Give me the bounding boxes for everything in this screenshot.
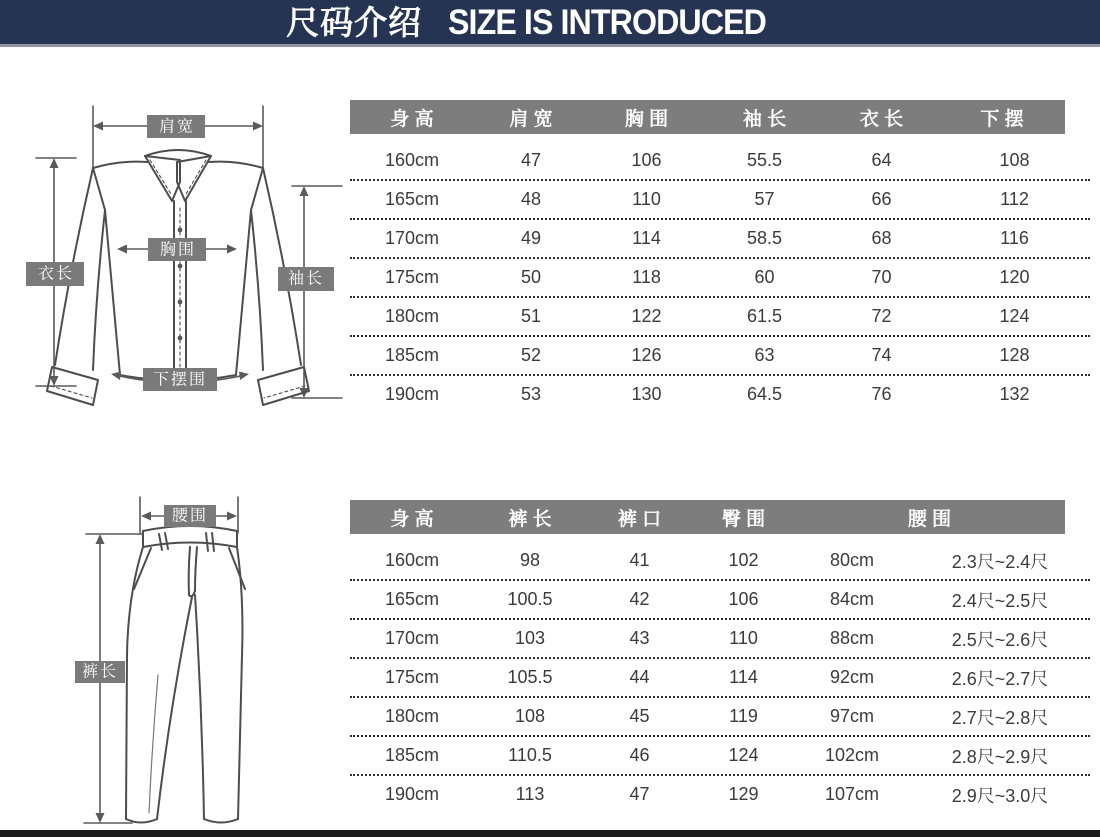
table-cell: 53 xyxy=(520,384,542,404)
table-cell: 180cm xyxy=(384,706,440,726)
table-cell: 92cm xyxy=(829,667,874,687)
table-cell: 102 xyxy=(728,550,759,570)
table-cell: 84cm xyxy=(829,589,874,609)
table-cell: 175cm xyxy=(384,267,440,287)
table-cell: 47 xyxy=(520,150,542,170)
table-cell: 2.9尺~3.0尺 xyxy=(951,785,1049,806)
table-cell: 41 xyxy=(629,550,650,570)
col-header-shoulder: 肩 宽 xyxy=(509,108,553,130)
table-cell: 175cm xyxy=(384,667,440,687)
table-cell: 48 xyxy=(520,189,542,209)
table-cell: 98 xyxy=(519,550,541,570)
table-cell: 61.5 xyxy=(746,306,783,326)
shoulder-width-label-text: 肩宽 xyxy=(158,118,196,136)
pants-measurement-diagram xyxy=(18,485,308,833)
table-cell: 110 xyxy=(729,628,758,648)
garment-length-label-text: 衣长 xyxy=(37,265,75,283)
col-header-hip: 臀 围 xyxy=(721,508,766,530)
table-cell: 129 xyxy=(728,784,759,804)
table-cell: 97cm xyxy=(829,706,874,726)
table-cell: 106 xyxy=(728,589,759,609)
col-header-hem: 下 摆 xyxy=(980,108,1024,130)
table-cell: 102cm xyxy=(824,745,880,765)
table-cell: 120 xyxy=(999,267,1030,287)
shirt-measurement-diagram xyxy=(8,68,343,420)
shirt-table-header xyxy=(350,100,1090,134)
garment-length-label xyxy=(26,262,84,286)
table-cell: 2.8尺~2.9尺 xyxy=(951,746,1049,767)
waist-label-text: 腰围 xyxy=(171,507,209,525)
table-cell: 170cm xyxy=(384,228,440,248)
table-cell: 160cm xyxy=(384,150,440,170)
table-cell: 106 xyxy=(631,150,662,170)
col-header-waist: 腰 围 xyxy=(907,508,952,530)
table-cell: 70 xyxy=(871,267,892,287)
table-cell: 58.5 xyxy=(746,228,783,248)
pants-table-header xyxy=(350,500,1090,534)
chest-label-text: 胸围 xyxy=(159,241,197,259)
col-header-leg-opening: 裤 口 xyxy=(617,508,662,530)
banner-title-zh: 尺码介绍 xyxy=(286,3,423,41)
table-cell: 119 xyxy=(729,706,758,726)
bottom-bar xyxy=(0,830,1100,837)
table-cell: 52 xyxy=(520,345,542,365)
table-cell: 2.6尺~2.7尺 xyxy=(951,668,1049,689)
col-header-sleeve: 袖 长 xyxy=(742,108,787,130)
table-cell: 64 xyxy=(871,150,892,170)
table-cell: 2.3尺~2.4尺 xyxy=(951,551,1049,572)
hem-label xyxy=(143,368,217,391)
hem-label-text: 下摆围 xyxy=(152,371,208,389)
shirt-placket xyxy=(174,201,186,378)
table-row xyxy=(350,659,1090,698)
banner-divider xyxy=(0,44,1100,47)
shirt-collar xyxy=(145,150,211,201)
sleeve-length-annotation xyxy=(292,186,342,398)
table-cell: 165cm xyxy=(384,189,440,209)
table-cell: 2.5尺~2.6尺 xyxy=(951,629,1049,650)
table-cell: 124 xyxy=(728,745,759,765)
table-cell: 63 xyxy=(754,345,775,365)
table-cell: 103 xyxy=(514,628,546,648)
col-header-height: 身 高 xyxy=(390,508,434,530)
table-cell: 107cm xyxy=(824,784,880,804)
table-cell: 122 xyxy=(631,306,662,326)
pants-table-body xyxy=(350,534,1090,813)
table-row xyxy=(350,259,1090,298)
col-header-pants-length: 裤 长 xyxy=(508,508,552,530)
table-cell: 190cm xyxy=(384,384,440,404)
table-cell: 132 xyxy=(999,384,1030,404)
table-cell: 124 xyxy=(999,306,1030,326)
table-cell: 47 xyxy=(629,784,650,804)
sleeve-length-label xyxy=(278,267,334,291)
table-cell: 160cm xyxy=(384,550,440,570)
banner-title-en: SIZE IS INTRODUCED xyxy=(448,2,767,42)
pants-outline xyxy=(126,526,245,823)
sleeve-length-label-text: 袖长 xyxy=(287,270,325,288)
table-cell: 113 xyxy=(515,784,545,804)
table-cell: 165cm xyxy=(384,589,440,609)
table-row xyxy=(350,181,1090,220)
table-cell: 108 xyxy=(514,706,546,726)
table-cell: 88cm xyxy=(829,628,874,648)
table-cell: 116 xyxy=(1000,228,1029,248)
table-cell: 44 xyxy=(629,667,650,687)
table-cell: 50 xyxy=(520,267,542,287)
table-cell: 42 xyxy=(629,589,650,609)
shoulder-width-label xyxy=(147,115,205,138)
shirt-size-table xyxy=(350,100,1090,413)
col-header-length: 衣 长 xyxy=(859,108,904,130)
pants-length-label xyxy=(75,661,125,683)
table-row xyxy=(350,337,1090,376)
table-cell: 51 xyxy=(520,306,542,326)
table-cell: 118 xyxy=(632,267,661,287)
table-cell: 80cm xyxy=(829,550,874,570)
table-row xyxy=(350,298,1090,337)
table-cell: 190cm xyxy=(384,784,440,804)
table-cell: 2.7尺~2.8尺 xyxy=(951,707,1049,728)
table-cell: 2.4尺~2.5尺 xyxy=(951,590,1049,611)
table-cell: 46 xyxy=(629,745,650,765)
table-cell: 108 xyxy=(999,150,1030,170)
table-cell: 60 xyxy=(754,267,775,287)
banner xyxy=(0,0,1100,44)
table-cell: 43 xyxy=(629,628,650,648)
table-cell: 66 xyxy=(871,189,892,209)
table-cell: 112 xyxy=(1000,189,1029,209)
shirt-table-body xyxy=(350,134,1090,413)
table-cell: 170cm xyxy=(384,628,440,648)
table-cell: 114 xyxy=(632,228,661,248)
table-cell: 76 xyxy=(871,384,892,404)
table-cell: 49 xyxy=(520,228,542,248)
table-row xyxy=(350,142,1090,181)
col-header-chest: 胸 围 xyxy=(624,108,669,130)
table-row xyxy=(350,698,1090,737)
table-cell: 57 xyxy=(754,189,775,209)
table-cell: 72 xyxy=(871,306,892,326)
table-cell: 105.5 xyxy=(507,667,553,687)
table-row xyxy=(350,376,1090,413)
table-cell: 100.5 xyxy=(507,589,553,609)
table-cell: 68 xyxy=(871,228,892,248)
table-cell: 110.5 xyxy=(508,745,552,765)
table-cell: 185cm xyxy=(384,345,440,365)
table-row xyxy=(350,737,1090,776)
table-row xyxy=(350,776,1090,813)
table-cell: 110 xyxy=(632,189,661,209)
chest-label xyxy=(148,238,206,261)
table-cell: 185cm xyxy=(384,745,440,765)
table-row xyxy=(350,620,1090,659)
table-row xyxy=(350,220,1090,259)
table-cell: 64.5 xyxy=(746,384,783,404)
table-cell: 128 xyxy=(999,345,1030,365)
table-cell: 180cm xyxy=(384,306,440,326)
table-cell: 74 xyxy=(871,345,892,365)
table-cell: 126 xyxy=(631,345,662,365)
table-cell: 45 xyxy=(629,706,650,726)
table-row xyxy=(350,542,1090,581)
pants-size-table xyxy=(350,500,1090,813)
table-cell: 55.5 xyxy=(746,150,783,170)
table-cell: 114 xyxy=(729,667,758,687)
waist-label xyxy=(164,505,216,527)
pants-length-label-text: 裤长 xyxy=(81,663,119,681)
table-cell: 130 xyxy=(631,384,662,404)
col-header-height: 身 高 xyxy=(390,108,434,130)
table-row xyxy=(350,581,1090,620)
